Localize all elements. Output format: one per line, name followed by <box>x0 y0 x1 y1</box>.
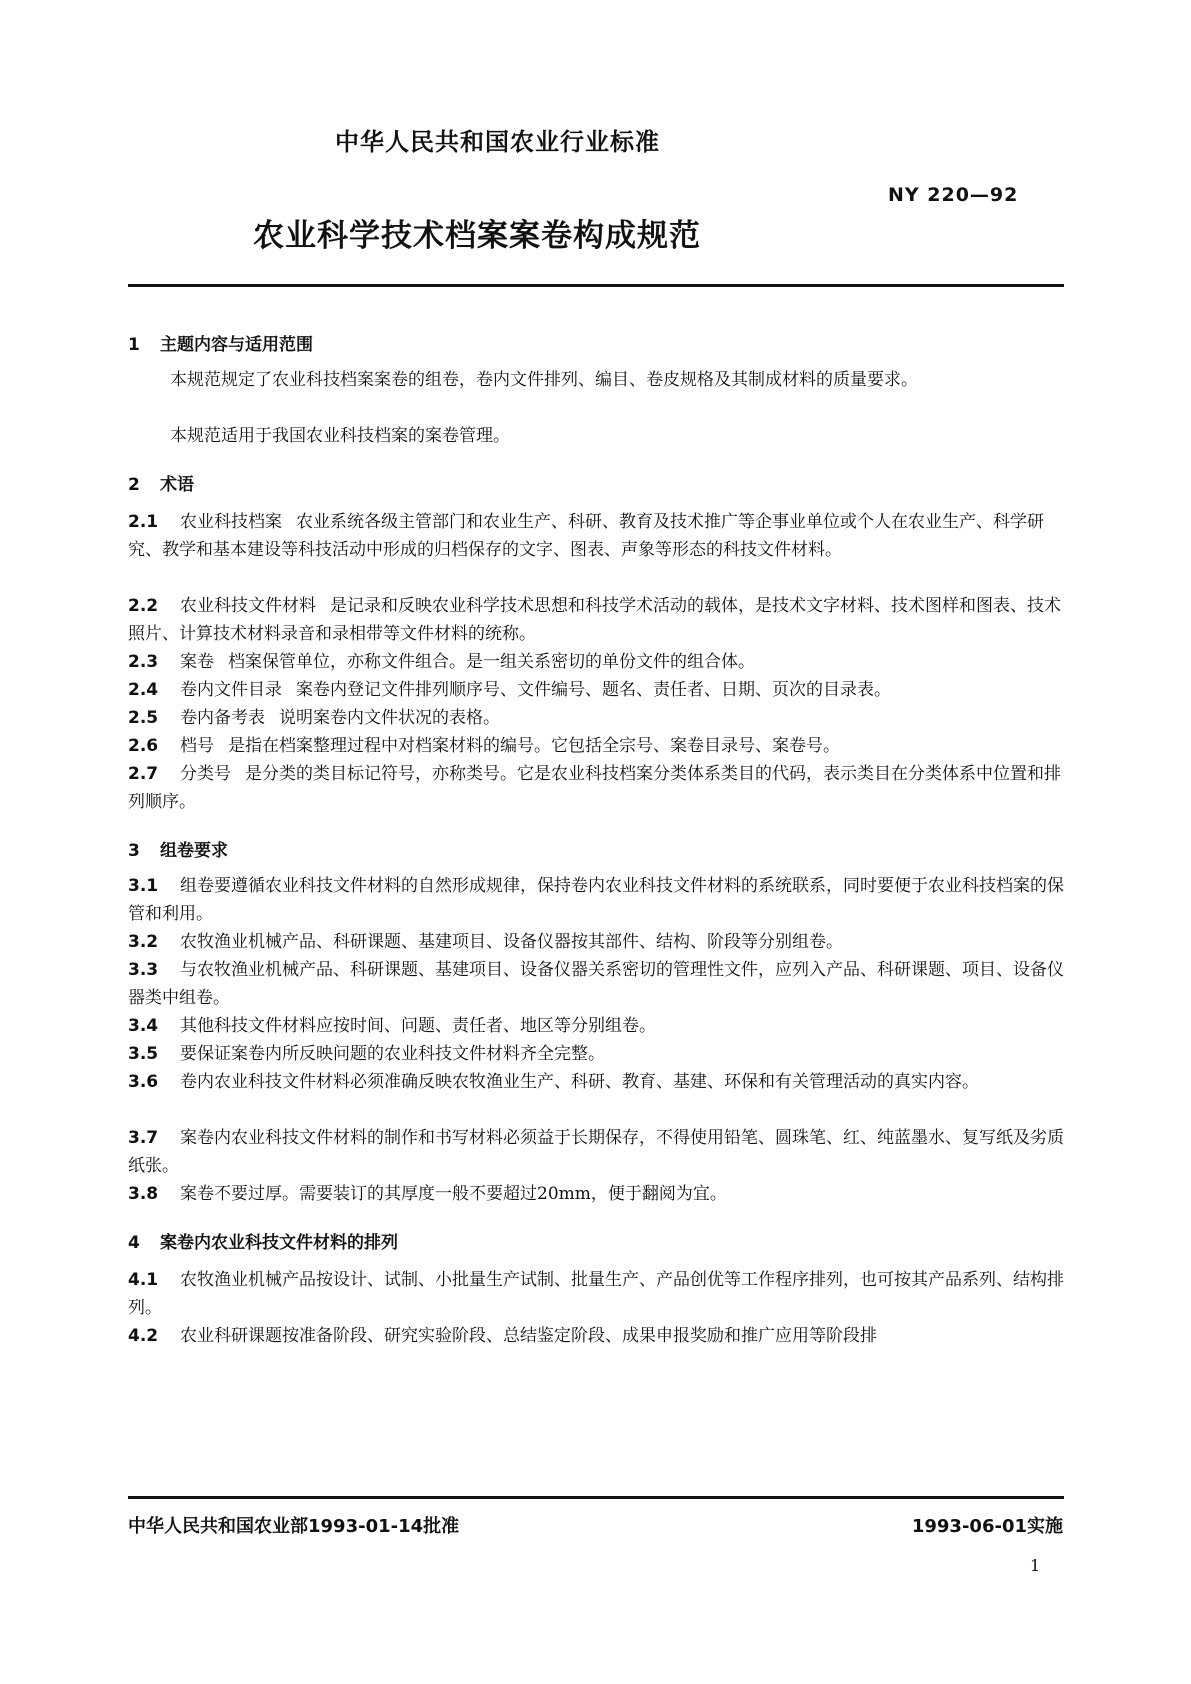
clause-term: 卷内文件目录 <box>180 680 282 700</box>
clause-number: 3.6 <box>128 1072 159 1092</box>
section-1-heading <box>128 330 313 355</box>
document-title: 农业科学技术档案案卷构成规范 <box>253 218 701 254</box>
clause-text: 组卷要遵循农业科技文件材料的自然形成规律，保持卷内农业科技文件材料的系统联系，同时要便于农业科技档案的保管和利用。 <box>128 876 1064 924</box>
clause-2-3 <box>128 648 1064 676</box>
section-4-heading <box>128 1228 398 1253</box>
clause-term: 案卷 <box>180 652 214 672</box>
clause-2-5 <box>128 704 1064 732</box>
clause-text: 其他科技文件材料应按时间、问题、责任者、地区等分别组卷。 <box>180 1016 656 1036</box>
clause-text: 要保证案卷内所反映问题的农业科技文件材料齐全完整。 <box>180 1044 605 1064</box>
clause-3-5 <box>128 1040 1064 1068</box>
clause-term: 卷内备考表 <box>180 708 265 728</box>
section-number: 4 <box>128 1233 140 1253</box>
clause-number: 2.4 <box>128 680 159 700</box>
clause-text: 农业科研课题按准备阶段、研究实验阶段、总结鉴定阶段、成果申报奖励和推广应用等阶段排 <box>180 1326 877 1346</box>
section-3-heading <box>128 836 228 861</box>
clause-text: 农业系统各级主管部门和农业生产、科研、教育及技术推广等企事业单位或个人在农业生产、科学研究、教学和基本建设等科技活动中形成的归档保存的文字、图表、声象等形态的科技文件材料。 <box>128 512 1044 560</box>
clause-text: 案卷内农业科技文件材料的制作和书写材料必须益于长期保存，不得使用铅笔、圆珠笔、红、纯蓝墨水、复写纸及劣质纸张。 <box>128 1128 1064 1176</box>
section-2-heading <box>128 470 194 495</box>
clause-3-3 <box>128 956 1064 1012</box>
effective-date: 1993-06-01实施 <box>911 1516 1063 1537</box>
clause-number: 3.7 <box>128 1128 159 1148</box>
section-number: 2 <box>128 475 140 495</box>
section-title: 主题内容与适用范围 <box>160 335 313 355</box>
clause-3-1 <box>128 872 1064 928</box>
clause-number: 3.5 <box>128 1044 159 1064</box>
clause-number: 3.3 <box>128 960 159 980</box>
clause-2-1 <box>128 508 1064 564</box>
clause-2-4 <box>128 676 1064 704</box>
clause-3-4 <box>128 1012 1064 1040</box>
clause-2-2 <box>128 592 1064 648</box>
clause-text: 与农牧渔业机械产品、科研课题、基建项目、设备仪器关系密切的管理性文件，应列入产品、科研课题、项目、设备仪器类中组卷。 <box>128 960 1064 1008</box>
standard-title: 中华人民共和国农业行业标准 <box>335 128 660 156</box>
footer-rule <box>128 1496 1064 1499</box>
section-number: 1 <box>128 335 140 355</box>
clause-number: 2.5 <box>128 708 159 728</box>
section-title: 案卷内农业科技文件材料的排列 <box>160 1233 398 1253</box>
section-1-paragraph-2: 本规范适用于我国农业科技档案的案卷管理。 <box>170 426 510 446</box>
section-title: 术语 <box>160 475 194 495</box>
clause-text: 是指在档案整理过程中对档案材料的编号。它包括全宗号、案卷目录号、案卷号。 <box>228 736 840 756</box>
clause-3-2 <box>128 928 1064 956</box>
clause-text: 案卷内登记文件排列顺序号、文件编号、题名、责任者、日期、页次的目录表。 <box>296 680 891 700</box>
clause-number: 3.2 <box>128 932 159 952</box>
clause-term: 分类号 <box>180 764 231 784</box>
clause-number: 3.1 <box>128 876 159 896</box>
clause-number: 2.6 <box>128 736 159 756</box>
clause-term: 农业科技文件材料 <box>180 596 316 616</box>
clause-3-6 <box>128 1068 1064 1096</box>
clause-2-6 <box>128 732 1064 760</box>
clause-number: 3.4 <box>128 1016 159 1036</box>
section-title: 组卷要求 <box>160 841 228 861</box>
clause-3-7 <box>128 1124 1064 1180</box>
clause-4-2 <box>128 1322 1064 1350</box>
page-number: 1 <box>1030 1556 1041 1575</box>
clause-number: 2.7 <box>128 764 159 784</box>
clause-number: 3.8 <box>128 1184 159 1204</box>
approval-date: 中华人民共和国农业部1993-01-14批准 <box>128 1516 460 1537</box>
clause-number: 2.3 <box>128 652 159 672</box>
clause-text: 案卷不要过厚。需要装订的其厚度一般不要超过20mm，便于翻阅为宜。 <box>180 1184 727 1204</box>
section-number: 3 <box>128 841 140 861</box>
clause-number: 4.2 <box>128 1326 159 1346</box>
clause-2-7 <box>128 760 1064 816</box>
clause-4-1 <box>128 1266 1064 1322</box>
clause-text: 农牧渔业机械产品、科研课题、基建项目、设备仪器按其部件、结构、阶段等分别组卷。 <box>180 932 843 952</box>
clause-term: 农业科技档案 <box>180 512 282 532</box>
clause-text: 档案保管单位，亦称文件组合。是一组关系密切的单份文件的组合体。 <box>228 652 755 672</box>
section-1-paragraph-1: 本规范规定了农业科技档案案卷的组卷，卷内文件排列、编目、卷皮规格及其制成材料的质量要求。 <box>170 370 918 390</box>
clause-number: 2.2 <box>128 596 159 616</box>
header-rule <box>128 284 1064 287</box>
clause-text: 是分类的类目标记符号，亦称类号。它是农业科技档案分类体系类目的代码，表示类目在分类体系中位置和排列顺序。 <box>128 764 1061 812</box>
standard-code: NY 220—92 <box>888 184 1019 206</box>
clause-number: 4.1 <box>128 1270 159 1290</box>
clause-text: 是记录和反映农业科学技术思想和科技学术活动的载体，是技术文字材料、技术图样和图表、技术照片、计算技术材料录音和录相带等文件材料的统称。 <box>128 596 1061 644</box>
clause-text: 说明案卷内文件状况的表格。 <box>279 708 500 728</box>
clause-number: 2.1 <box>128 512 159 532</box>
clause-3-8 <box>128 1180 1064 1208</box>
clause-term: 档号 <box>180 736 214 756</box>
clause-text: 卷内农业科技文件材料必须准确反映农牧渔业生产、科研、教育、基建、环保和有关管理活动的真实内容。 <box>180 1072 979 1092</box>
clause-text: 农牧渔业机械产品按设计、试制、小批量生产试制、批量生产、产品创优等工作程序排列，也可按其产品系列、结构排列。 <box>128 1270 1064 1318</box>
